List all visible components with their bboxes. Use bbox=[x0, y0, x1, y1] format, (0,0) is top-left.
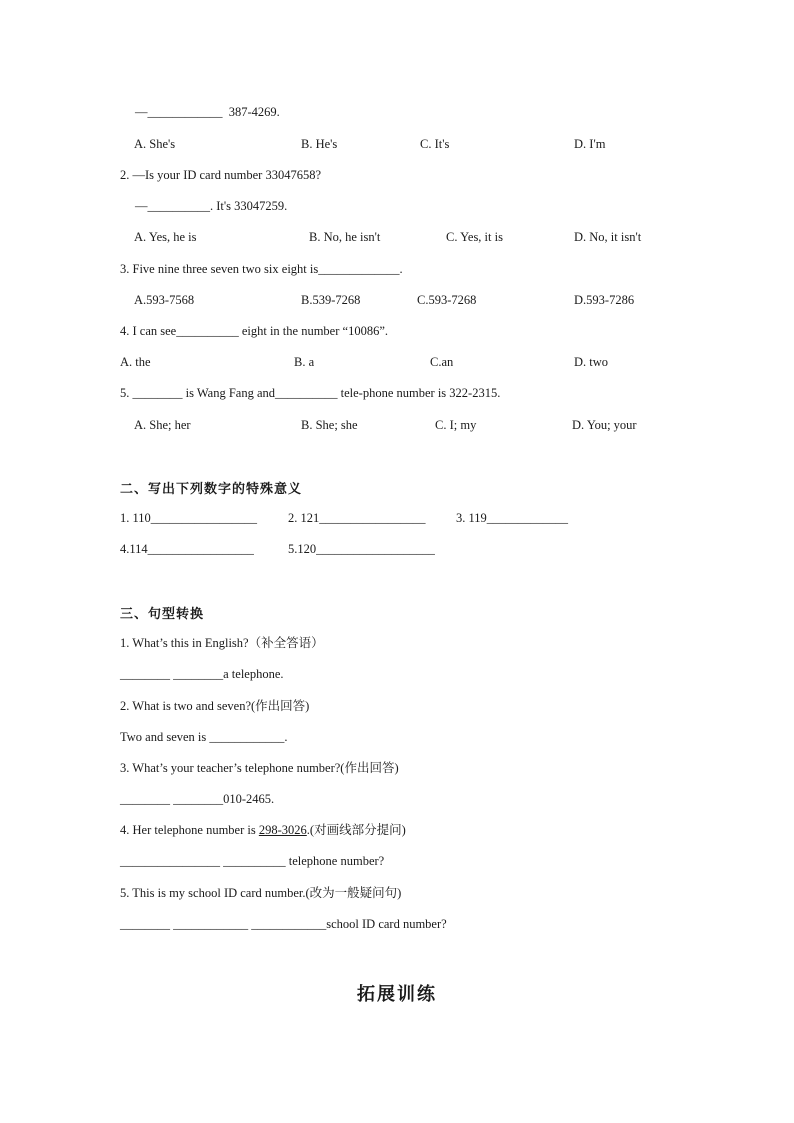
q1-option-a: A. She's bbox=[134, 137, 176, 151]
number-110-line: 1. 110_________________ bbox=[120, 511, 258, 525]
q3-option-c: C.593-7268 bbox=[417, 293, 477, 307]
q4-option-d: D. two bbox=[574, 355, 609, 369]
p3-q5: 5. This is my school ID card number.(改为一般疑问句) bbox=[120, 886, 402, 900]
q2-stem: 2. —Is your ID card number 33047658? bbox=[120, 168, 321, 182]
p3-q4-underlined-number: 298-3026 bbox=[258, 823, 307, 837]
q5-option-c: C. I; my bbox=[435, 418, 477, 432]
q3-option-b: B.539-7268 bbox=[301, 293, 361, 307]
part2-heading: 二、写出下列数字的特殊意义 bbox=[120, 482, 303, 497]
p3-q4-prefix: 4. Her telephone number is bbox=[120, 823, 259, 837]
q2-option-b: B. No, he isn't bbox=[309, 230, 381, 244]
number-119-line: 3. 119_____________ bbox=[456, 511, 569, 525]
p3-q1: 1. What’s this in English?（补全答语） bbox=[120, 636, 324, 650]
q2-option-a: A. Yes, he is bbox=[134, 230, 197, 244]
q4-option-c: C.an bbox=[430, 355, 454, 369]
number-120-line: 5.120___________________ bbox=[288, 542, 435, 556]
p3-a3: ________ ________010-2465. bbox=[120, 792, 275, 806]
q3-stem: 3. Five nine three seven two six eight is_____________. bbox=[120, 262, 403, 276]
q5-option-a: A. She; her bbox=[134, 418, 191, 432]
number-114-line: 4.114_________________ bbox=[120, 542, 254, 556]
q1-option-d: D. I'm bbox=[574, 137, 606, 151]
q3-option-a: A.593-7568 bbox=[134, 293, 195, 307]
p3-q4 bbox=[120, 822, 406, 838]
q1-option-b: B. He's bbox=[301, 137, 338, 151]
q4-option-a: A. the bbox=[120, 355, 151, 369]
q4-stem: 4. I can see__________ eight in the number “10086”. bbox=[120, 324, 388, 338]
q3-option-d: D.593-7286 bbox=[574, 293, 635, 307]
q5-stem: 5. ________ is Wang Fang and__________ tele-phone number is 322-2315. bbox=[120, 386, 501, 400]
number-121-line: 2. 121_________________ bbox=[288, 511, 426, 525]
q2-option-c: C. Yes, it is bbox=[446, 230, 503, 244]
section-title: 拓展训练 bbox=[357, 984, 437, 1005]
q2-option-d: D. No, it isn't bbox=[574, 230, 642, 244]
q1-answer-line: —____________ 387-4269. bbox=[135, 105, 280, 119]
p3-q4-suffix: .(对画线部分提问) bbox=[306, 823, 406, 837]
p3-a4: ________________ __________ telephone number? bbox=[120, 854, 385, 868]
p3-a2: Two and seven is ____________. bbox=[120, 730, 288, 744]
q2-answer-line: —__________. It's 33047259. bbox=[135, 199, 288, 213]
p3-a5: ________ ____________ ____________school ID card number? bbox=[120, 917, 447, 931]
q5-option-b: B. She; she bbox=[301, 418, 358, 432]
q4-option-b: B. a bbox=[294, 355, 315, 369]
p3-q2: 2. What is two and seven?(作出回答) bbox=[120, 699, 310, 713]
p3-q3: 3. What’s your teacher’s telephone number?(作出回答) bbox=[120, 761, 399, 775]
part3-heading: 三、句型转换 bbox=[120, 607, 205, 622]
q1-option-c: C. It's bbox=[420, 137, 450, 151]
q5-option-d: D. You; your bbox=[572, 418, 637, 432]
p3-a1: ________ ________a telephone. bbox=[120, 667, 284, 681]
